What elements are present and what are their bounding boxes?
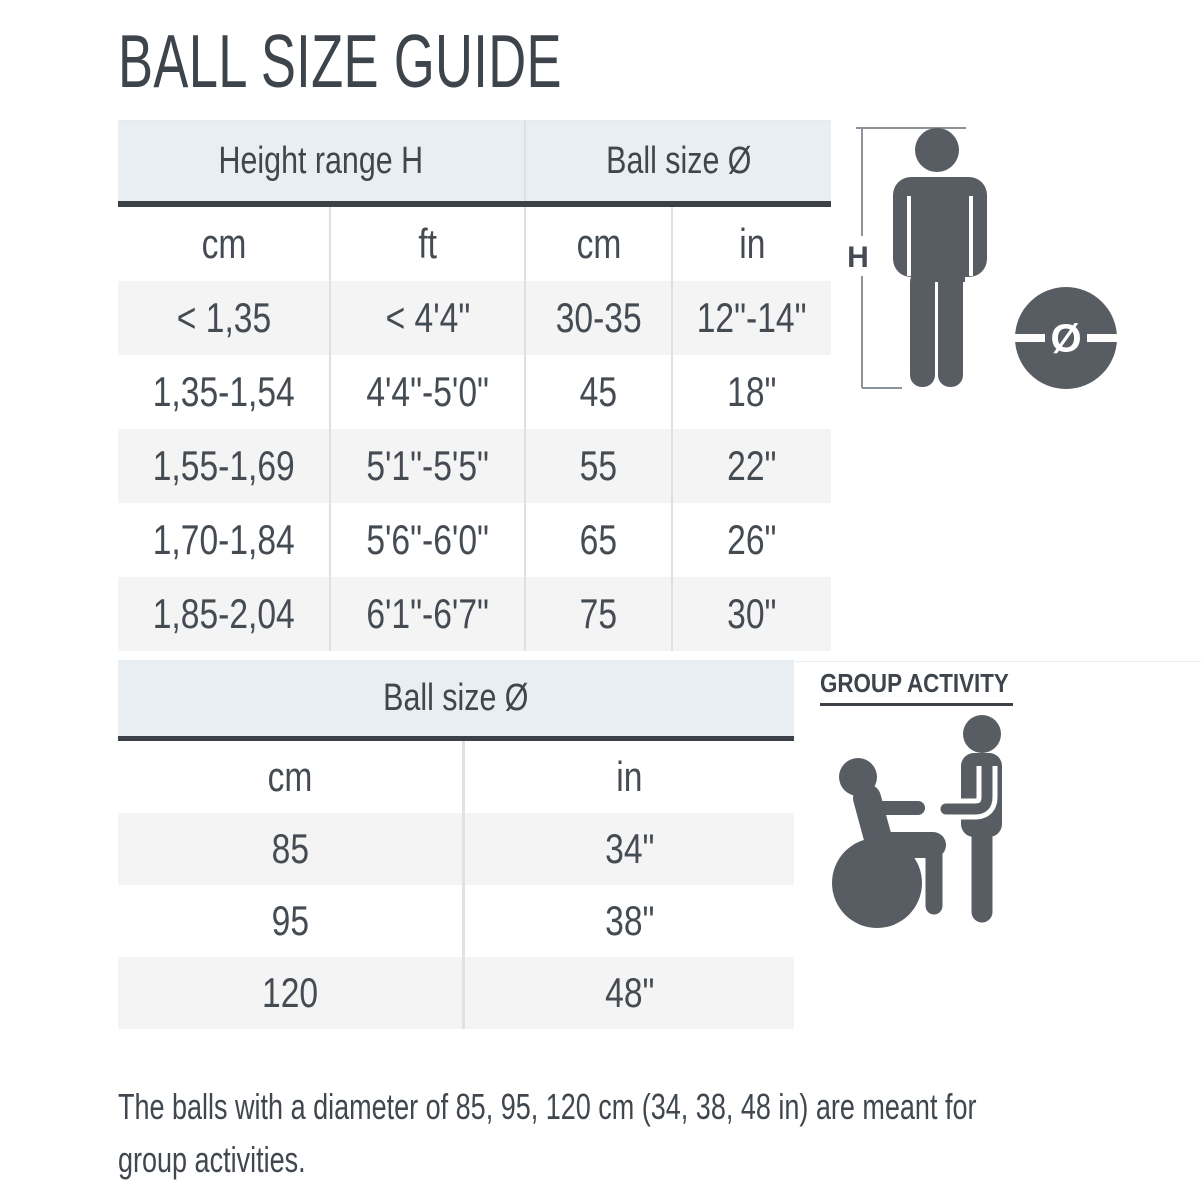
table-row [118, 885, 794, 957]
table-cell: 55 [524, 429, 671, 503]
table-row [118, 429, 831, 503]
group-activity-heading [820, 668, 1013, 706]
height-ball-size-table [118, 120, 831, 651]
table-cell: 1,85-2,04 [152, 590, 295, 637]
table-group-header-row [118, 121, 831, 201]
group-activity-label: GROUP ACTIVITY [820, 668, 1009, 698]
header-height-range: Height range H [218, 139, 424, 182]
table-cell: 12"-14" [671, 281, 831, 355]
person-height-ball-illustration [840, 110, 1132, 410]
table-cell: 5'1"-5'5" [329, 429, 524, 503]
column-header: cm [267, 753, 313, 800]
table-cell: 65 [524, 503, 671, 577]
height-label: H [847, 241, 869, 274]
standing-person-icon [946, 715, 1002, 912]
table-row [118, 503, 831, 577]
column-header: cm [201, 220, 246, 267]
table-cell: 34" [462, 813, 794, 885]
table-cell: 4'4"-5'0" [329, 355, 524, 429]
page-title [118, 19, 752, 103]
table-cell: 6'1"-6'7" [329, 577, 524, 651]
table-cell: 85 [271, 825, 309, 872]
column-header: in [462, 741, 794, 813]
column-header: cm [524, 207, 671, 281]
table-row [118, 813, 794, 885]
page-title-text: BALL SIZE GUIDE [118, 19, 562, 103]
table-cell: 38" [462, 885, 794, 957]
column-header: ft [329, 207, 524, 281]
header-ball-size: Ball size Ø [383, 677, 529, 719]
table-cell: 1,70-1,84 [152, 516, 295, 563]
footnote [118, 1086, 1201, 1192]
table-cell: 1,35-1,54 [152, 368, 295, 415]
column-header-row [118, 741, 794, 813]
footnote-line: group activities. [118, 1139, 306, 1180]
table-row [118, 281, 831, 355]
table-header-row [118, 661, 794, 736]
table-cell: < 1,35 [176, 294, 271, 341]
table-cell: 48" [462, 957, 794, 1029]
table-cell: 95 [271, 897, 309, 944]
table-row [118, 355, 831, 429]
table-cell: 30-35 [524, 281, 671, 355]
table-cell: 120 [261, 969, 319, 1016]
divider-line [795, 661, 1201, 662]
table-cell: 18" [671, 355, 831, 429]
footnote-line: The balls with a diameter of 85, 95, 120 cm (34, 38, 48 in) are meant for [118, 1086, 977, 1127]
wheelchair-person-icon [832, 758, 934, 928]
column-header: in [671, 207, 831, 281]
table-cell: 45 [524, 355, 671, 429]
table-cell: 75 [524, 577, 671, 651]
column-header-row [118, 207, 831, 281]
table-cell: 26" [671, 503, 831, 577]
ball-diameter-icon [1013, 287, 1119, 389]
group-activity-icon [828, 710, 1014, 932]
header-ball-size: Ball size Ø [524, 121, 831, 201]
table-cell: < 4'4" [329, 281, 524, 355]
table-row [118, 957, 794, 1029]
table-row [118, 577, 831, 651]
group-ball-size-table [118, 660, 794, 1029]
table-cell: 22" [671, 429, 831, 503]
table-cell: 30" [671, 577, 831, 651]
table-cell: 5'6"-6'0" [329, 503, 524, 577]
diameter-label: Ø [1050, 317, 1082, 361]
table-cell: 1,55-1,69 [152, 442, 295, 489]
